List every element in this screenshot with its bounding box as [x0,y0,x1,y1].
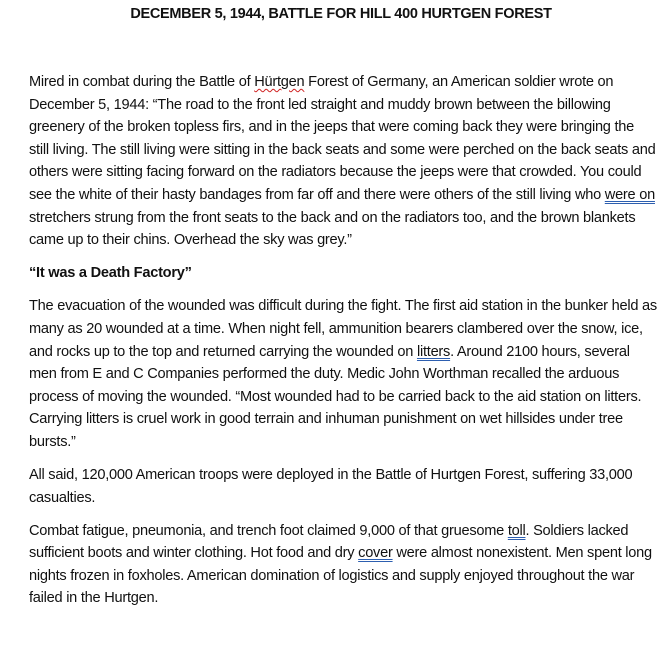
document-body [29,71,657,621]
paragraph-casualties: All said, 120,000 American troops were deployed in the Battle of Hurtgen Forest, suffering 33,000 casualties. [29,467,633,506]
grammar-flag-toll[interactable]: toll [507,522,526,539]
subheading: “It was a Death Factory” [29,265,192,282]
spelling-flag-hurtgen[interactable]: Hürtgen [254,74,305,90]
grammar-flag-litters[interactable]: litters [416,343,451,360]
document-title: DECEMBER 5, 1944, BATTLE FOR HILL 400 HURTGEN FOREST [130,6,552,22]
paragraph-evacuation: The evacuation of the wounded was difficult during the fight. The first aid station in the bunker held as many as 20 wounded at a time. When night fell, ammunition bearers clambered over the snow, ice, and rocks up to the top and returned carrying the wounded on litters. Around 2100 hours, several men from E and C Companies performed the duty. Medic John Worthman recalled the arduous process of moving the wounded. “Most wounded had to be carried back to the aid station on litters. Carrying litters is cruel work in good terrain and inhuman punishment on wet hillsides under tree bursts.” [29,298,657,450]
grammar-flag-cover[interactable]: cover [358,545,393,562]
paragraph-conditions: Combat fatigue, pneumonia, and trench foot claimed 9,000 of that gruesome toll. Soldiers lacked sufficient boots and winter clothing. Hot food and dry cover were almost nonexistent. Men spent long nights frozen in foxholes. American domination of logistics and supply enjoyed throughout the war failed in the Hurtgen. [29,522,652,607]
grammar-flag-were-on[interactable]: were on [604,186,655,203]
paragraph-soldier-quote: Mired in combat during the Battle of Hürtgen Forest of Germany, an American soldier wrote on December 5, 1944: “The road to the front led straight and muddy brown between the billowing greenery of the broken topless firs, and in the jeeps that were coming back they were bringing the still living. The still living were sitting in the back seats and some were perched on the back seats and others were sitting facing forward on the radiators because the jeeps were that crowded. You could see the white of their hasty bandages from far off and there were others of the still living who were on stretchers strung from the front seats to the back and on the radiators too, and the brown blankets came up to their chins. Overhead the sky was grey.” [29,74,656,249]
